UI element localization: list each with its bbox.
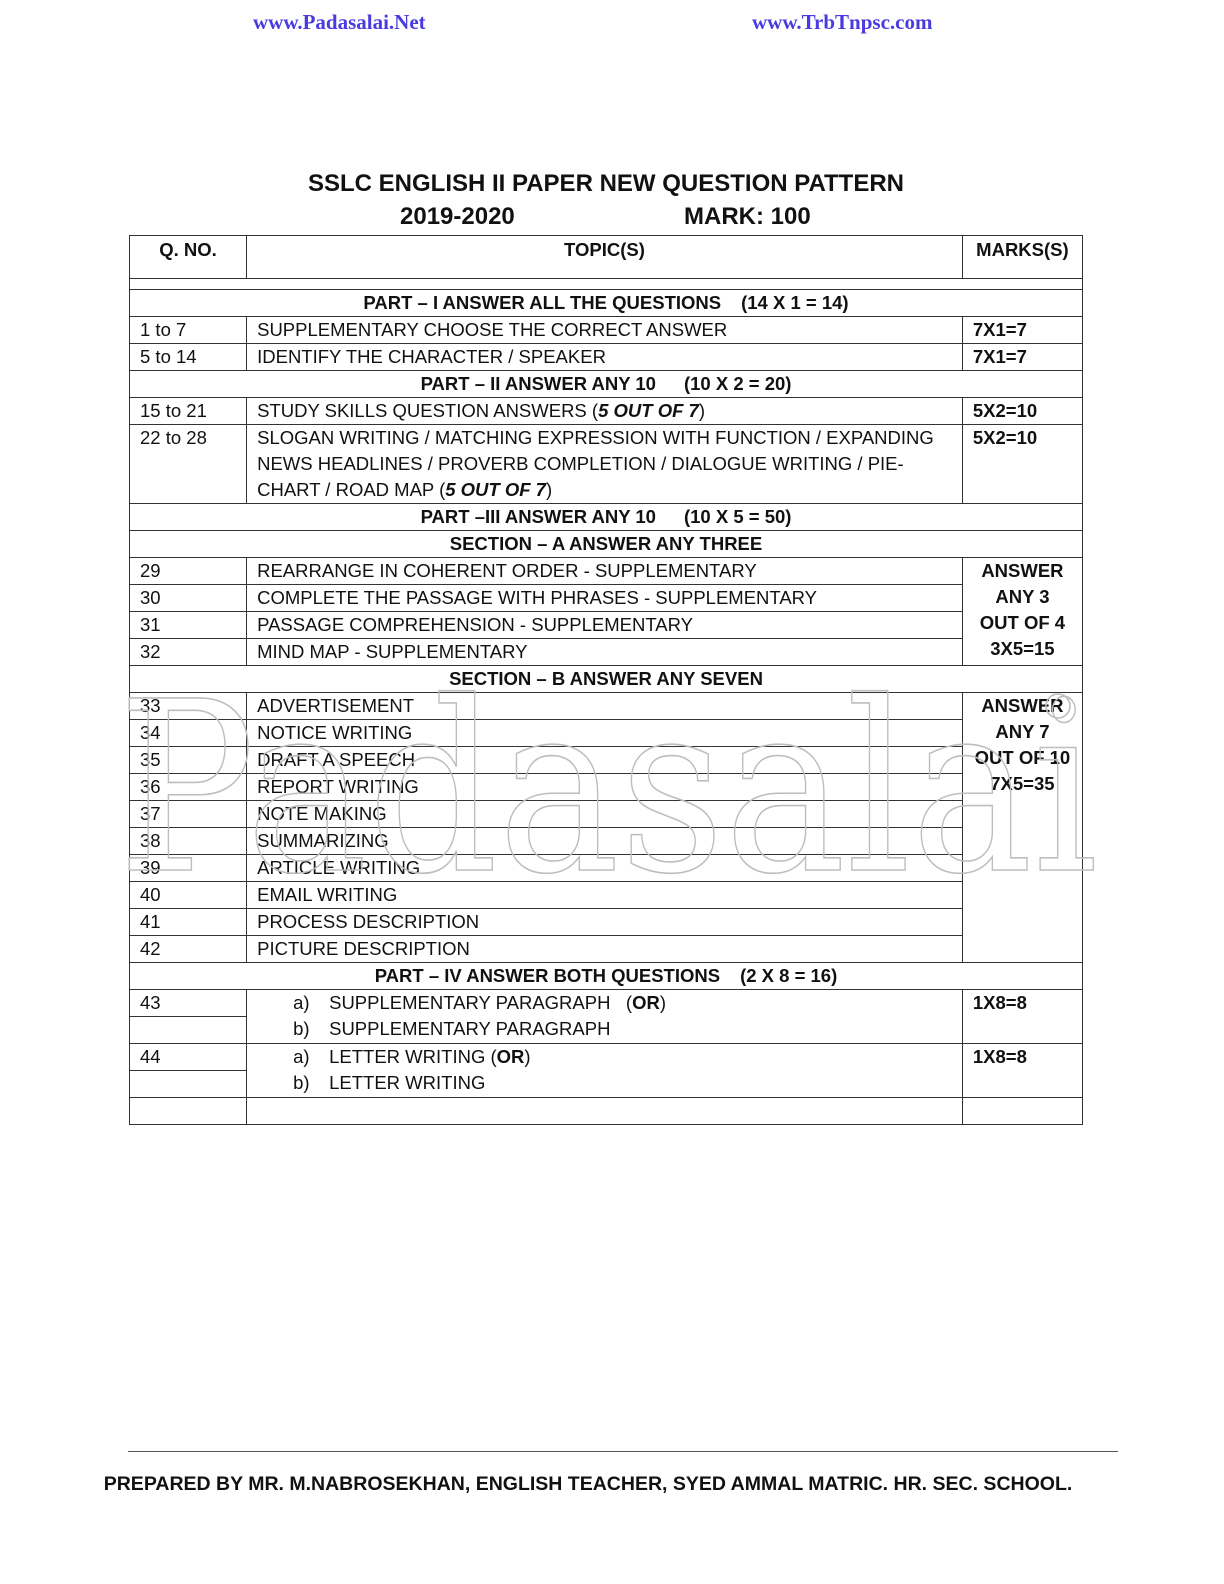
- qno-cell: 22 to 28: [130, 425, 247, 504]
- topic-cell: IDENTIFY THE CHARACTER / SPEAKER: [247, 344, 963, 371]
- table-row: [130, 747, 1083, 774]
- option-a: a) SUPPLEMENTARY PARAGRAPH (OR): [293, 992, 666, 1013]
- topic-cell: REARRANGE IN COHERENT ORDER - SUPPLEMENTARY: [247, 558, 963, 585]
- topic-cell: EMAIL WRITING: [247, 882, 963, 909]
- topic-cell: COMPLETE THE PASSAGE WITH PHRASES - SUPPLEMENTARY: [247, 585, 963, 612]
- part-1-heading: PART – I ANSWER ALL THE QUESTIONS: [363, 292, 722, 313]
- qno-cell: 33: [130, 693, 247, 720]
- qno-cell: 30: [130, 585, 247, 612]
- topic-cell: NOTICE WRITING: [247, 720, 963, 747]
- marks-cell: 5X2=10: [962, 425, 1082, 504]
- table-row: [130, 425, 1083, 504]
- table-row: [130, 1044, 1083, 1071]
- qno-cell: 42: [130, 936, 247, 963]
- part-1-score: (14 X 1 = 14): [741, 292, 849, 313]
- part-3-heading-row: [130, 504, 1083, 531]
- table-row: [130, 693, 1083, 720]
- table-header-row: [130, 236, 1083, 279]
- topic-cell: SUPPLEMENTARY CHOOSE THE CORRECT ANSWER: [247, 317, 963, 344]
- section-a-heading: SECTION – A ANSWER ANY THREE: [130, 531, 1083, 558]
- part-2-heading: PART – II ANSWER ANY 10: [420, 373, 656, 394]
- empty-row: [130, 1098, 1083, 1125]
- topic-cell: PROCESS DESCRIPTION: [247, 909, 963, 936]
- qno-cell: 15 to 21: [130, 398, 247, 425]
- topic-cell: ARTICLE WRITING: [247, 855, 963, 882]
- marks-cell: 7X1=7: [962, 317, 1082, 344]
- document-total-mark: MARK: 100: [684, 203, 811, 230]
- qno-cell: 32: [130, 639, 247, 666]
- watermark-text: Padasalai: [118, 680, 1098, 880]
- qno-cell: 39: [130, 855, 247, 882]
- emphasis-text: 5 OUT OF 7: [445, 479, 546, 500]
- footer-credit: PREPARED BY MR. M.NABROSEKHAN, ENGLISH TEACHER, SYED AMMAL MATRIC. HR. SEC. SCHOOL.: [103, 1473, 1073, 1495]
- qno-cell: 1 to 7: [130, 317, 247, 344]
- option-b: b) SUPPLEMENTARY PARAGRAPH: [293, 1018, 611, 1039]
- table-row: [130, 612, 1083, 639]
- part-3-heading: PART –III ANSWER ANY 10: [420, 506, 656, 527]
- qno-cell: 5 to 14: [130, 344, 247, 371]
- table-row: [130, 990, 1083, 1017]
- qno-cell: 38: [130, 828, 247, 855]
- topic-cell: DRAFT A SPEECH: [247, 747, 963, 774]
- document-year: 2019-2020: [400, 203, 515, 230]
- section-b-marks: ANSWER ANY 7 OUT OF 10 7X5=35: [962, 693, 1082, 963]
- table-row: [130, 720, 1083, 747]
- part-4-heading-row: [130, 963, 1083, 990]
- topic-cell: [247, 990, 963, 1044]
- footer-divider: [128, 1451, 1118, 1452]
- qno-cell: 36: [130, 774, 247, 801]
- marks-cell: 1X8=8: [962, 990, 1082, 1044]
- qno-cell: 44: [130, 1044, 247, 1071]
- table-row: [130, 639, 1083, 666]
- qno-cell: 37: [130, 801, 247, 828]
- table-row: [130, 882, 1083, 909]
- option-b: b) LETTER WRITING: [293, 1072, 486, 1093]
- topic-cell: PASSAGE COMPREHENSION - SUPPLEMENTARY: [247, 612, 963, 639]
- topic-cell: SUMMARIZING: [247, 828, 963, 855]
- table-row: [130, 801, 1083, 828]
- emphasis-text: 5 OUT OF 7: [598, 400, 699, 421]
- header-qno: Q. NO.: [130, 236, 247, 279]
- table-row: [130, 774, 1083, 801]
- qno-cell: 29: [130, 558, 247, 585]
- part-4-score: (2 X 8 = 16): [740, 965, 838, 986]
- trbtnpsc-link[interactable]: www.TrbTnpsc.com: [752, 10, 933, 34]
- option-a: a) LETTER WRITING (OR): [293, 1046, 531, 1067]
- section-a-heading-row: [130, 531, 1083, 558]
- table-row: [130, 909, 1083, 936]
- table-row: [130, 344, 1083, 371]
- part-2-heading-row: [130, 371, 1083, 398]
- padasalai-link[interactable]: www.Padasalai.Net: [253, 10, 426, 34]
- qno-cell: 31: [130, 612, 247, 639]
- marks-cell: 1X8=8: [962, 1044, 1082, 1098]
- qno-cell: 40: [130, 882, 247, 909]
- topic-cell: [247, 1044, 963, 1098]
- table-row: [130, 317, 1083, 344]
- table-row: [130, 828, 1083, 855]
- document-title: SSLC ENGLISH II PAPER NEW QUESTION PATTERN: [307, 170, 905, 197]
- header-topic: TOPIC(S): [247, 236, 963, 279]
- topic-cell: REPORT WRITING: [247, 774, 963, 801]
- part-3-score: (10 X 5 = 50): [683, 506, 792, 527]
- part-4-heading: PART – IV ANSWER BOTH QUESTIONS: [374, 965, 721, 986]
- section-a-marks: ANSWER ANY 3 OUT OF 4 3X5=15: [962, 558, 1082, 666]
- topic-cell: STUDY SKILLS QUESTION ANSWERS (5 OUT OF 7): [247, 398, 963, 425]
- qno-cell: 41: [130, 909, 247, 936]
- part-1-heading-row: [130, 290, 1083, 317]
- qno-cell: 35: [130, 747, 247, 774]
- table-row: [130, 936, 1083, 963]
- topic-cell: ADVERTISEMENT: [247, 693, 963, 720]
- table-row: [130, 398, 1083, 425]
- topic-cell: NOTE MAKING: [247, 801, 963, 828]
- qno-cell: 34: [130, 720, 247, 747]
- topic-cell: MIND MAP - SUPPLEMENTARY: [247, 639, 963, 666]
- question-pattern-table: [129, 235, 1083, 1125]
- marks-cell: 7X1=7: [962, 344, 1082, 371]
- topic-cell: SLOGAN WRITING / MATCHING EXPRESSION WITH FUNCTION / EXPANDING NEWS HEADLINES / PROVERB COMPLETION / DIALOGUE WRITING / PIE-CHART / ROAD MAP (5 OUT OF 7): [247, 425, 963, 504]
- marks-cell: 5X2=10: [962, 398, 1082, 425]
- header-marks: MARKS(S): [962, 236, 1082, 279]
- section-b-heading-row: [130, 666, 1083, 693]
- table-row: [130, 585, 1083, 612]
- table-row: [130, 558, 1083, 585]
- section-b-heading: SECTION – B ANSWER ANY SEVEN: [130, 666, 1083, 693]
- qno-cell: 43: [130, 990, 247, 1017]
- table-row: [130, 855, 1083, 882]
- part-2-score: (10 X 2 = 20): [683, 373, 792, 394]
- topic-cell: PICTURE DESCRIPTION: [247, 936, 963, 963]
